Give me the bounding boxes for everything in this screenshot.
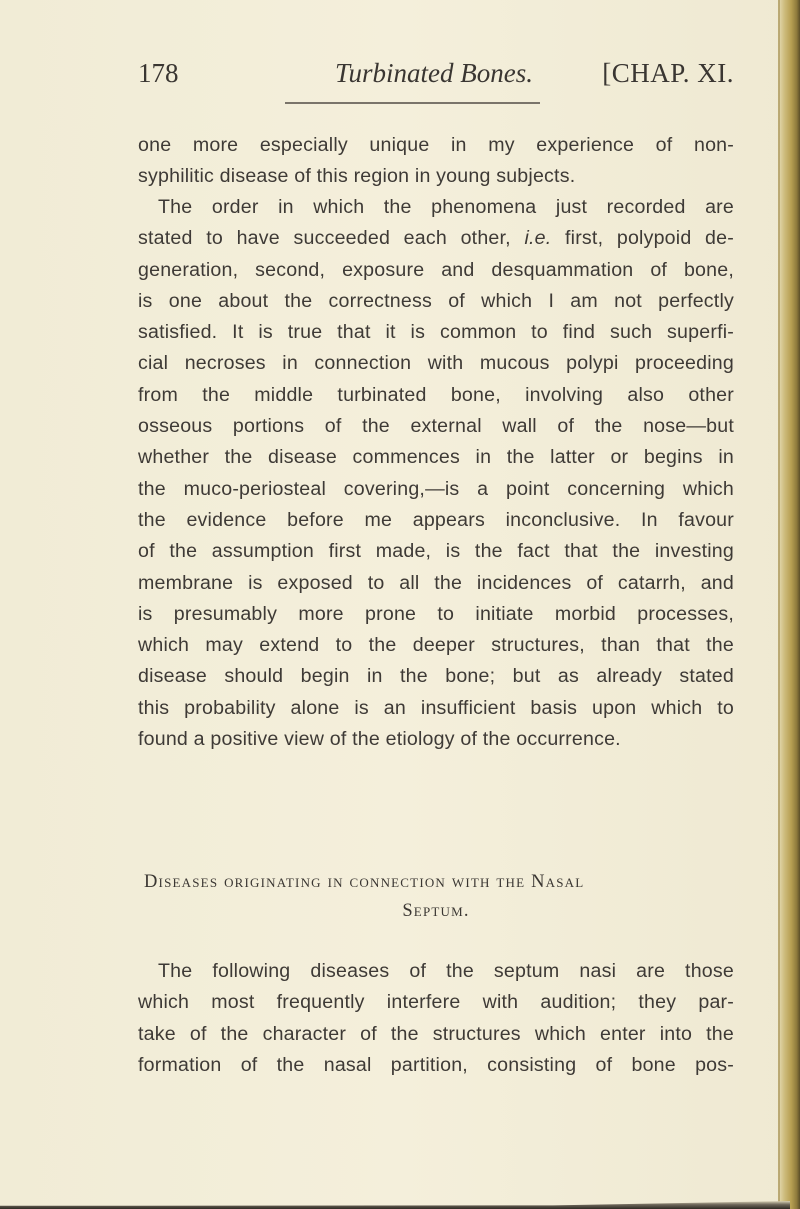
text-line: membrane is exposed to all the incidences of catarrh, and — [138, 571, 734, 594]
text-line: is one about the correctness of which I am not perfectly — [138, 289, 734, 312]
bottom-page-edge — [0, 1201, 790, 1209]
chapter-label: [CHAP. XI. — [602, 58, 734, 88]
text-line: of the assumption first made, is the fact that the investing — [138, 540, 734, 563]
text-line: The following diseases of the septum nasi are those — [158, 960, 734, 982]
running-title: Turbinated Bones. — [335, 58, 534, 88]
text-line: disease should begin in the bone; but as already stated — [138, 665, 734, 688]
header-rule — [285, 102, 540, 104]
text-line: syphilitic disease of this region in young subjects. — [138, 165, 576, 187]
page-number: 178 — [138, 58, 179, 88]
text-line: formation of the nasal partition, consisting of bone pos- — [138, 1053, 734, 1076]
text-line: one more especially unique in my experience of non- — [138, 134, 734, 156]
section-heading-line-1: Diseases originating in connection with the Nasal — [144, 872, 585, 892]
page-binding-edge — [778, 0, 800, 1209]
text-fragment-italic: i.e. — [524, 227, 552, 250]
text-line: found a positive view of the etiology of the occurrence. — [138, 728, 621, 751]
text-line — [138, 223, 734, 254]
text-line: this probability alone is an insufficient basis upon which to — [138, 696, 734, 719]
running-header — [138, 58, 734, 98]
text-line: from the middle turbinated bone, involving also other — [138, 383, 734, 406]
text-line: satisfied. It is true that it is common to find such superfi- — [138, 321, 734, 344]
text-line: which may extend to the deeper structures, than that the — [138, 634, 734, 657]
text-line: generation, second, exposure and desquammation of bone, — [138, 258, 734, 281]
section-heading — [138, 868, 734, 926]
text-line: which most frequently interfere with audition; they par- — [138, 991, 734, 1014]
paragraph-continuation — [138, 130, 734, 161]
text-line: cial necroses in connection with mucous polypi proceeding — [138, 352, 734, 375]
text-line: whether the disease commences in the latter or begins in — [138, 446, 734, 469]
section-heading-line-2: Septum. — [402, 901, 470, 921]
text-fragment: first, polypoid de- — [551, 227, 734, 250]
text-line: the muco-periosteal covering,—is a point concerning which — [138, 477, 734, 500]
paragraph-continuation-end — [138, 161, 734, 192]
paragraph-septum — [138, 956, 734, 1081]
paragraph-etiology — [138, 192, 734, 755]
page-edge-line — [778, 0, 780, 1209]
text-fragment: stated to have succeeded each other, — [138, 227, 525, 250]
text-line: is presumably more prone to initiate morbid processes, — [138, 602, 734, 625]
text-line: The order in which the phenomena just recorded are — [158, 196, 734, 218]
text-line: take of the character of the structures which enter into the — [138, 1022, 734, 1045]
text-line: the evidence before me appears inconclusive. In favour — [138, 508, 734, 531]
text-line: osseous portions of the external wall of the nose—but — [138, 415, 734, 438]
